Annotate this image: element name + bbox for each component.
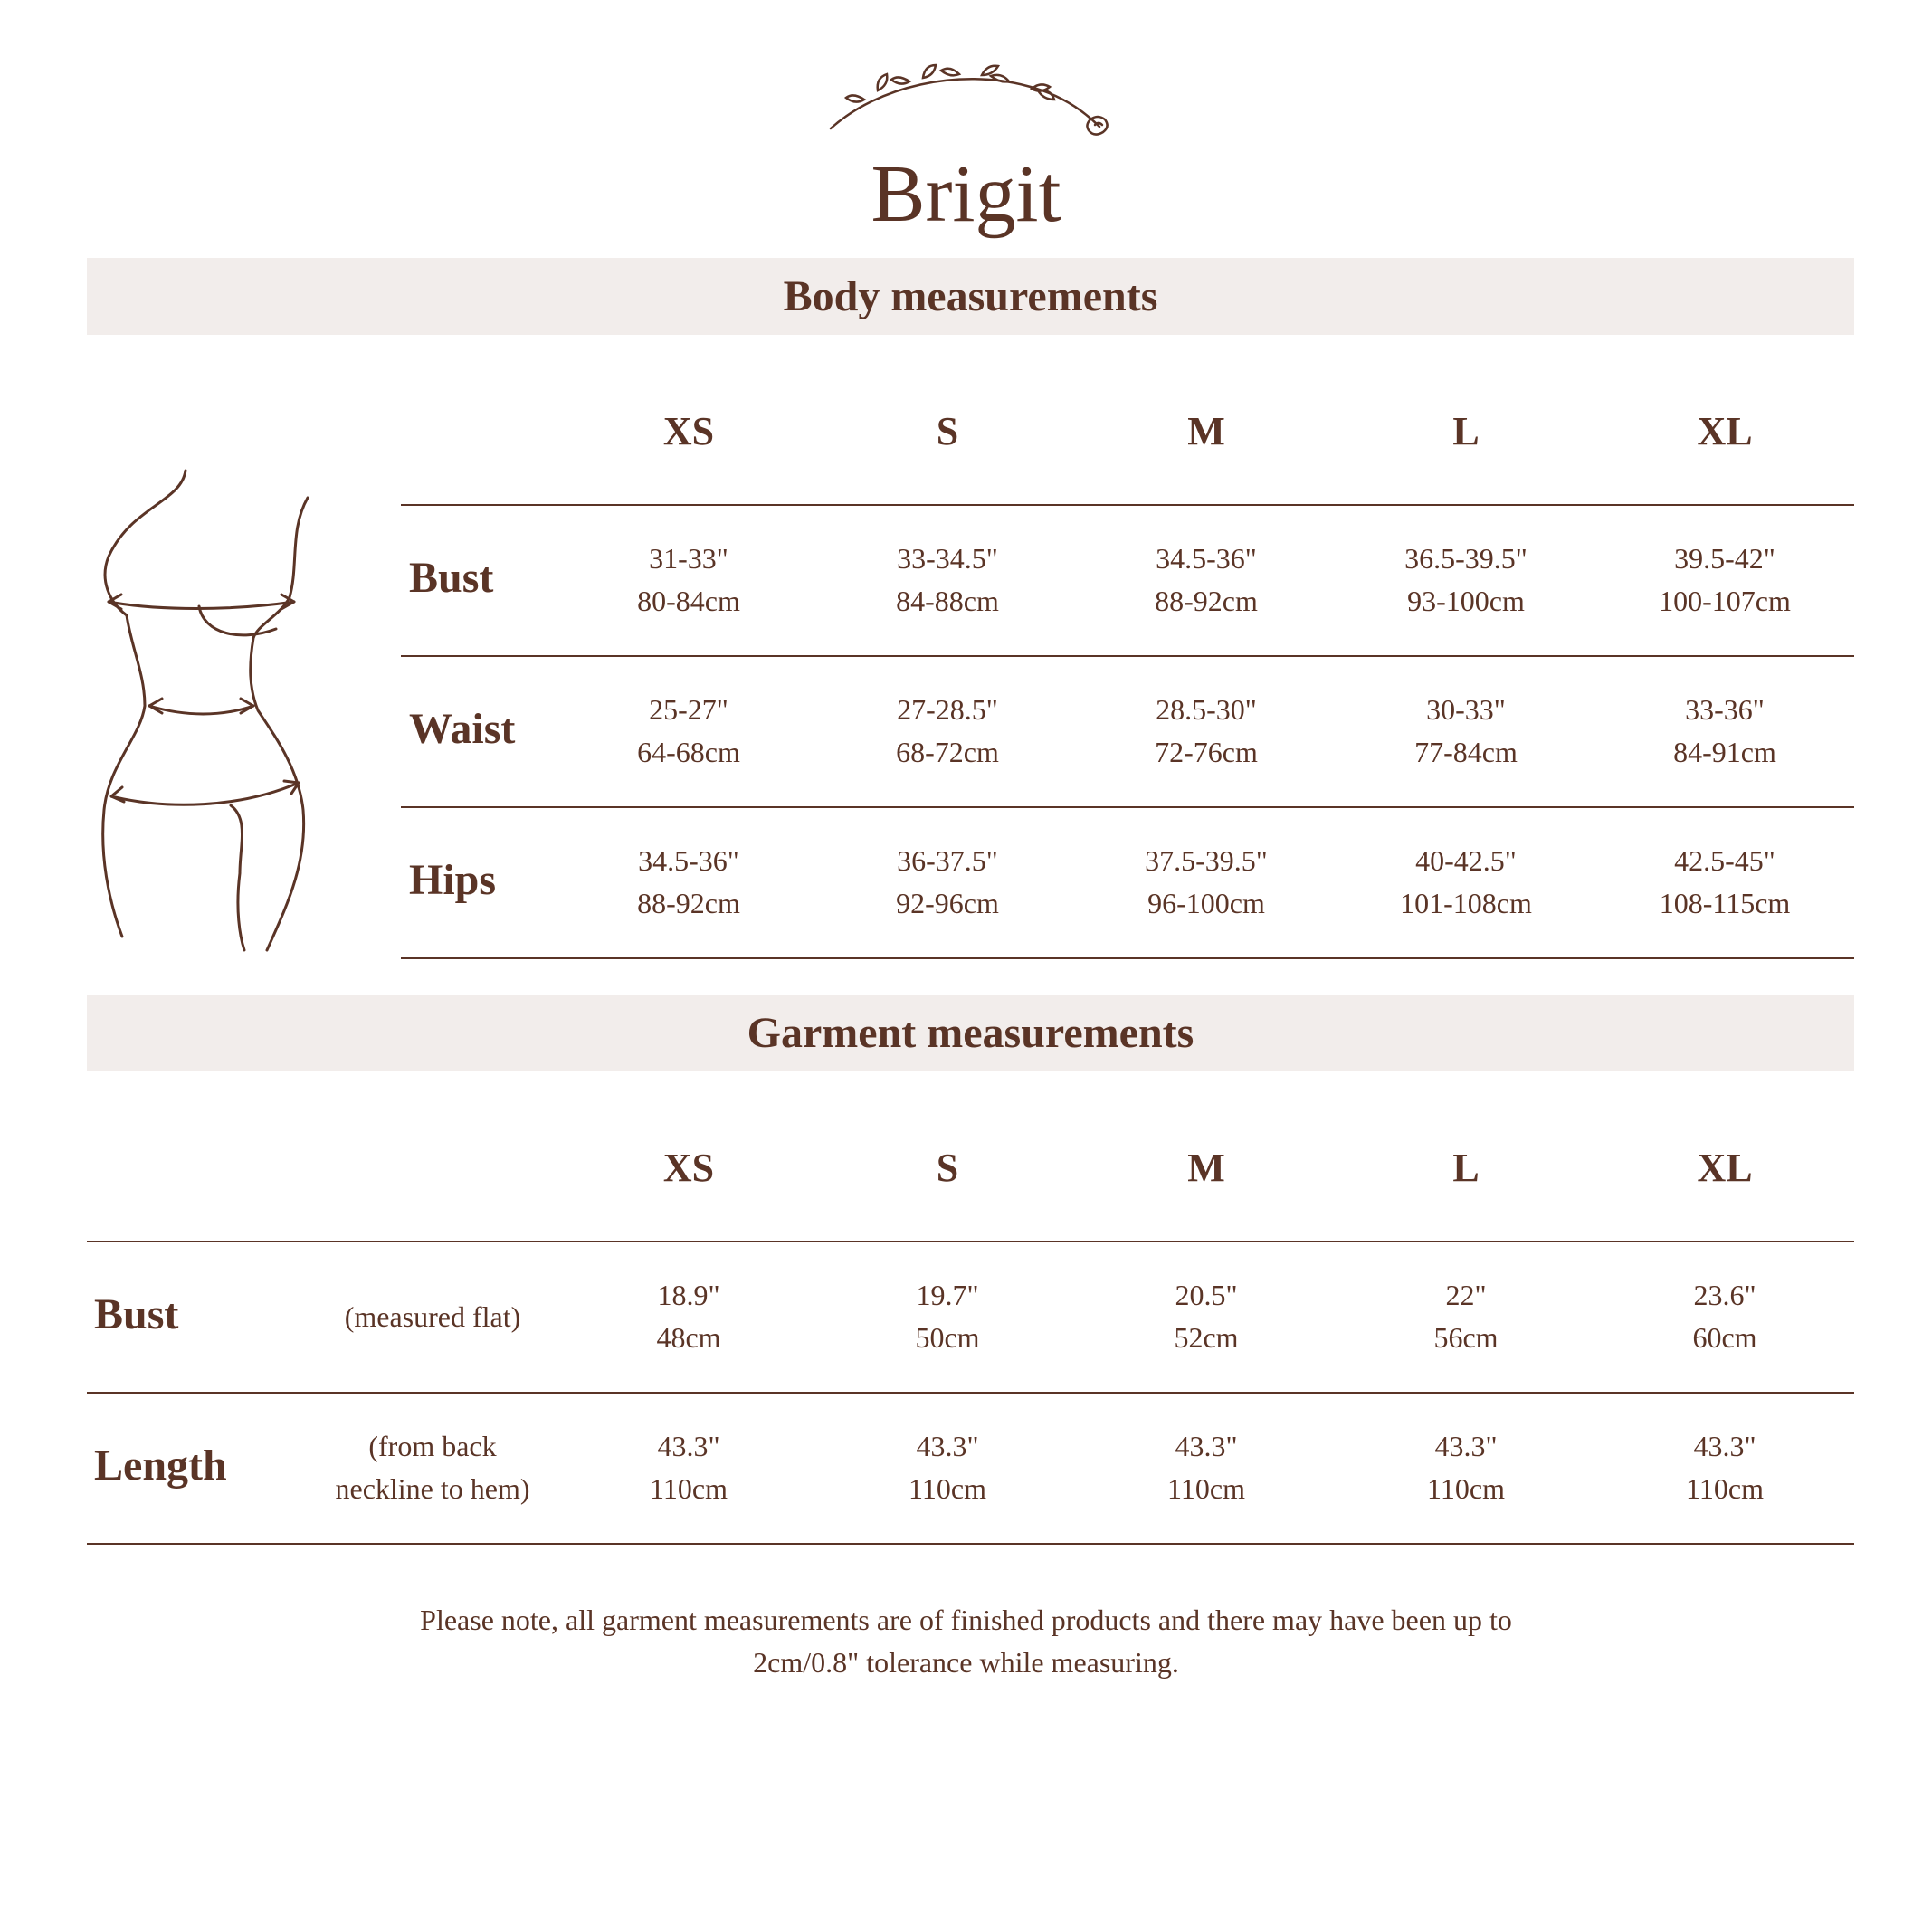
value-cm: 72-76cm xyxy=(1155,736,1258,768)
size-header-l: L xyxy=(1452,1146,1480,1190)
size-header-xl: XL xyxy=(1697,409,1753,453)
value-inches: 27-28.5" xyxy=(897,693,998,726)
divider xyxy=(401,957,1854,959)
size-header-xs: XS xyxy=(662,1146,715,1190)
value-inches: 33-36" xyxy=(1685,693,1765,726)
vine-logo-icon xyxy=(823,63,1122,145)
size-header-l: L xyxy=(1452,409,1480,453)
divider xyxy=(87,1543,1854,1545)
garment-section-header xyxy=(87,995,1854,1071)
value-inches: 33-34.5" xyxy=(897,542,998,575)
value-inches: 37.5-39.5" xyxy=(1145,844,1268,877)
size-header-xs: XS xyxy=(662,409,715,453)
value-inches: 23.6" xyxy=(1693,1279,1756,1311)
size-header-xl: XL xyxy=(1697,1146,1753,1190)
row-label-hips: Hips xyxy=(409,856,497,904)
value-cm: 110cm xyxy=(1686,1472,1764,1505)
value-inches: 18.9" xyxy=(657,1279,720,1311)
value-inches: 34.5-36" xyxy=(638,844,739,877)
size-header-s: S xyxy=(936,1146,959,1190)
divider xyxy=(401,655,1854,657)
row-label-bust: Bust xyxy=(94,1290,179,1338)
value-cm: 52cm xyxy=(1174,1321,1239,1354)
value-cm: 110cm xyxy=(909,1472,986,1505)
value-cm: 56cm xyxy=(1433,1321,1499,1354)
value-cm: 77-84cm xyxy=(1414,736,1518,768)
row-note: neckline to hem) xyxy=(335,1472,530,1505)
value-inches: 43.3" xyxy=(657,1430,720,1462)
divider xyxy=(87,1392,1854,1394)
value-inches: 31-33" xyxy=(649,542,728,575)
value-inches: 19.7" xyxy=(916,1279,979,1311)
value-cm: 60cm xyxy=(1692,1321,1757,1354)
value-cm: 110cm xyxy=(1427,1472,1505,1505)
row-note: (from back xyxy=(368,1430,497,1462)
value-cm: 48cm xyxy=(656,1321,721,1354)
body-section-header xyxy=(87,258,1854,335)
value-inches: 43.3" xyxy=(1175,1430,1238,1462)
value-cm: 93-100cm xyxy=(1407,585,1525,617)
value-inches: 28.5-30" xyxy=(1156,693,1257,726)
value-cm: 88-92cm xyxy=(637,887,740,919)
footnote xyxy=(0,1599,1932,1684)
body-figure-illustration xyxy=(95,466,317,955)
row-label-bust: Bust xyxy=(409,554,494,602)
value-cm: 64-68cm xyxy=(637,736,740,768)
value-inches: 30-33" xyxy=(1426,693,1506,726)
value-cm: 110cm xyxy=(650,1472,728,1505)
divider xyxy=(401,504,1854,506)
value-cm: 68-72cm xyxy=(896,736,999,768)
footnote-line: 2cm/0.8" tolerance while measuring. xyxy=(753,1646,1179,1679)
value-inches: 25-27" xyxy=(649,693,728,726)
value-inches: 22" xyxy=(1445,1279,1487,1311)
value-cm: 96-100cm xyxy=(1147,887,1265,919)
value-inches: 20.5" xyxy=(1175,1279,1238,1311)
value-inches: 43.3" xyxy=(1693,1430,1756,1462)
value-cm: 100-107cm xyxy=(1659,585,1791,617)
footnote-line: Please note, all garment measurements are of finished products and there may have been up to xyxy=(420,1604,1512,1636)
value-cm: 84-91cm xyxy=(1673,736,1776,768)
row-note: (measured flat) xyxy=(344,1299,521,1333)
size-header-m: M xyxy=(1187,1146,1225,1190)
size-header-s: S xyxy=(936,409,959,453)
value-cm: 101-108cm xyxy=(1400,887,1532,919)
value-cm: 92-96cm xyxy=(896,887,999,919)
value-inches: 36.5-39.5" xyxy=(1404,542,1528,575)
divider xyxy=(87,1241,1854,1242)
value-inches: 34.5-36" xyxy=(1156,542,1257,575)
garment-section-title: Garment measurements xyxy=(747,1009,1194,1057)
value-cm: 108-115cm xyxy=(1659,887,1791,919)
value-inches: 36-37.5" xyxy=(897,844,998,877)
row-label-waist: Waist xyxy=(409,705,516,753)
brand-name: Brigit xyxy=(871,149,1061,239)
divider xyxy=(401,806,1854,808)
value-inches: 43.3" xyxy=(916,1430,979,1462)
value-inches: 42.5-45" xyxy=(1674,844,1775,877)
size-header-m: M xyxy=(1187,409,1225,453)
value-cm: 80-84cm xyxy=(637,585,740,617)
value-cm: 84-88cm xyxy=(896,585,999,617)
row-label-length: Length xyxy=(94,1442,227,1489)
body-section-title: Body measurements xyxy=(783,272,1158,320)
value-inches: 39.5-42" xyxy=(1674,542,1775,575)
value-inches: 43.3" xyxy=(1434,1430,1498,1462)
value-inches: 40-42.5" xyxy=(1415,844,1517,877)
value-cm: 50cm xyxy=(915,1321,980,1354)
value-cm: 88-92cm xyxy=(1155,585,1258,617)
value-cm: 110cm xyxy=(1167,1472,1245,1505)
